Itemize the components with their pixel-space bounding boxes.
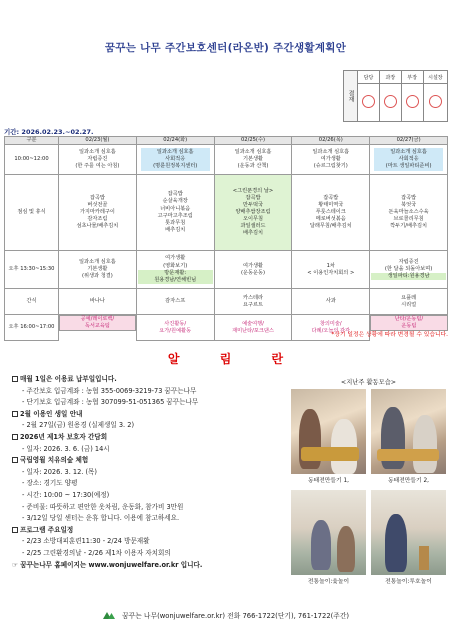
schedule-line: 사회적응	[398, 156, 419, 162]
photo-caption: 전통놀이:투호놀이	[385, 579, 432, 585]
approval-stamp	[423, 84, 447, 122]
footer	[0, 610, 451, 620]
seal-icon	[406, 95, 419, 108]
notice-text: - 2/25 그린환경의날 - 2/26 제1차 이용자 자치회의	[22, 548, 171, 557]
schedule-line: 일과소개 심호흡	[312, 148, 350, 155]
schedule-line: 카스테라	[242, 294, 264, 301]
schedule-line: 푸룻스테이크	[315, 209, 346, 215]
schedule-cell	[136, 145, 214, 175]
notice-text: - 2/23 소방대피훈련11:30 - 2/24 방문재활	[22, 537, 150, 546]
schedule-line: 양배추쌈장조림	[235, 209, 271, 215]
schedule-row	[5, 175, 448, 251]
schedule-header: 02/26(목)	[292, 137, 370, 145]
schedule-line: 깍두기/배추김치	[390, 223, 427, 230]
period: 기간: 2026.02.23.~02.27.	[4, 128, 94, 136]
schedule-line: 창의미술/	[319, 320, 342, 327]
schedule-line: 과일샐러드	[240, 223, 266, 230]
schedule-line: 일과소개 심호흡	[390, 148, 427, 155]
checkbox-square-icon	[12, 434, 18, 440]
schedule-row	[5, 145, 448, 175]
schedule-line: 원용경남/연해빈님	[138, 277, 213, 284]
approval-header: 담당	[358, 71, 380, 84]
notice-text: - 주간보호 입금계좌 : 농협 355-0069-3219-73 꿈꾸는나무	[22, 386, 197, 395]
photo-caption: 동태전만들기 2,	[388, 478, 429, 484]
notice-text: - 2월 27일(금) 원용경 (실제생일 3. 2)	[22, 421, 135, 430]
schedule-line: 브로콜리무침	[393, 216, 424, 223]
schedule-cell	[59, 145, 137, 175]
schedule-line: 잡곡밥	[245, 194, 261, 201]
schedule-header: 구분	[5, 137, 59, 145]
schedule-note: *상기 일정은 상황에 따라 변경될 수 있습니다.	[331, 332, 448, 338]
checkbox-square-icon	[12, 457, 18, 463]
schedule-line: 자립증진	[87, 156, 108, 162]
photo-section	[291, 377, 446, 589]
schedule-cell	[214, 175, 292, 251]
checkbox-square-icon	[12, 376, 18, 382]
schedule-line: 여가생활	[320, 156, 341, 162]
schedule-line: 만두떡국	[242, 201, 264, 208]
schedule-cell	[292, 251, 370, 289]
activity-photo	[291, 389, 366, 474]
photo-caption: 동태전만들기 1,	[308, 478, 349, 484]
notice-heading	[12, 525, 292, 537]
schedule-line: 운동팀	[401, 323, 417, 330]
notice-item	[12, 513, 292, 525]
notice-heading	[12, 374, 292, 386]
schedule-line: 사진활동/	[164, 320, 187, 327]
schedule-line: 재미난타/포크댄스	[232, 327, 274, 334]
approval-stamp	[401, 84, 423, 122]
schedule-header: 02/24(화)	[136, 137, 214, 145]
schedule-cell	[214, 251, 292, 289]
notice-text: 매월 1일은 이용료 납부일입니다.	[20, 375, 117, 383]
activity-photo	[371, 389, 446, 474]
notice-item	[12, 548, 292, 560]
schedule-line: (슈르그림찾기)	[313, 163, 348, 170]
page-title: 꿈꾸는 나무 주간보호센터(라온반) 주간생활계획안	[104, 42, 347, 54]
schedule-line: (영화보기)	[163, 262, 188, 269]
schedule-line: 배추김치	[165, 226, 186, 233]
activity-photo	[371, 490, 446, 575]
schedule-line: 북엇국	[401, 201, 417, 208]
schedule-cell	[214, 145, 292, 175]
schedule-line: 사회적응	[165, 156, 186, 162]
notice-list	[12, 374, 292, 571]
schedule-header: 02/23(월)	[59, 137, 137, 145]
schedule-line: 사과	[325, 298, 336, 304]
schedule-cell	[59, 289, 137, 315]
schedule-line: <그린푼경의 날>	[232, 187, 274, 194]
schedule-line: 잡곡밥	[89, 194, 105, 201]
schedule-line: 황태미역국	[318, 201, 344, 208]
schedule-table	[4, 136, 448, 341]
schedule-cell	[370, 289, 448, 315]
schedule-line: 시리얼	[401, 301, 417, 308]
approval-stamp	[358, 84, 380, 122]
schedule-line: 일과소개 심호흡	[79, 148, 116, 155]
notice-text: - 일자: 2026. 3. 6. (금) 14시	[22, 444, 110, 453]
schedule-line: 요플레	[401, 294, 417, 301]
schedule-line: 생일파티:원용경남	[371, 273, 446, 280]
schedule-line: (운동운동)	[240, 269, 266, 276]
schedule-line: 순살육개장	[162, 198, 188, 205]
schedule-line: 너비아니볶음	[160, 205, 191, 212]
schedule-line: 버섯전골	[87, 201, 108, 208]
notice-text: - 단기보호 입금계좌 : 농협 307099-51-051365 꿈꾸는나무	[22, 398, 199, 407]
schedule-cell	[136, 289, 214, 315]
schedule-line: 잡곡밥	[401, 194, 417, 201]
notice-item	[12, 386, 292, 398]
time-slot-label: 10:00~12:00	[5, 145, 59, 175]
notice-item	[12, 536, 292, 548]
schedule-line: 기본생활	[242, 156, 264, 162]
time-slot-label: 간식	[5, 289, 59, 315]
notice-heading	[12, 409, 292, 421]
time-slot-label: 점심 및 휴식	[5, 175, 59, 251]
schedule-line: 자립증진	[398, 258, 419, 265]
approval-stamp	[379, 84, 401, 122]
schedule-line: 예술여행/	[242, 320, 264, 327]
approval-box	[343, 70, 448, 122]
schedule-line: 여가생활	[242, 262, 264, 269]
notice-text: 국립영월 치유의숲 체험	[20, 456, 89, 465]
schedule-line: 돈육마늘소스수육	[388, 209, 429, 215]
approval-header: 과장	[379, 71, 401, 84]
schedule-line: 방문재활:	[138, 270, 213, 277]
schedule-line: 고구마고추조림	[157, 212, 193, 219]
notice-title: 알 림 란	[167, 352, 302, 366]
schedule-line: (위생과 청결)	[82, 273, 113, 280]
schedule-line: 다례/오늘의 감각	[311, 327, 351, 334]
schedule-line: 일과소개 심호흡	[79, 258, 116, 265]
notice-text: - 준비물: 따뜻하고 편안한 옷차림, 운동화, 참가비 3만원	[22, 502, 184, 511]
schedule-line: 난타/운동팀/	[394, 316, 424, 323]
schedule-line: 가지마카레구이	[79, 209, 115, 215]
schedule-line: (운동과 산책)	[237, 163, 269, 170]
seal-icon	[429, 95, 442, 108]
tree-logo-icon	[102, 610, 116, 620]
notice-text: - 시간: 10:00 ~ 17:30(예정)	[22, 490, 110, 499]
schedule-line: 바나나	[89, 298, 105, 304]
schedule-line: (명륜원정복지센터)	[153, 163, 198, 170]
notice-item	[12, 560, 292, 572]
schedule-row	[5, 251, 448, 289]
approval-header: 부장	[401, 71, 423, 84]
schedule-header: 02/25(수)	[214, 137, 292, 145]
checkbox-square-icon	[12, 411, 18, 417]
time-slot-label: 오후 16:00~17:00	[5, 315, 59, 341]
schedule-line: 달래무침/배추김치	[309, 223, 352, 230]
notice-text: - 일자: 2026. 3. 12. (목)	[22, 467, 97, 476]
notice-heading	[12, 432, 292, 444]
schedule-line: (마트 생일파티준비)	[385, 163, 432, 170]
checkbox-square-icon	[12, 527, 18, 533]
schedule-cell	[59, 175, 137, 251]
notice-text: - 3/12일 당일 센터는 운휴 합니다. 이용에 참고하세요.	[22, 514, 180, 523]
schedule-line: 요가/원예활동	[159, 327, 192, 334]
notice-text: 프로그램 주요일정	[20, 525, 74, 534]
schedule-header: 02/27(금)	[370, 137, 448, 145]
photo-title: <지난주 활동모습>	[340, 379, 397, 386]
schedule-cell	[136, 251, 214, 289]
notice-item	[12, 397, 292, 409]
schedule-line: 배추김치	[242, 230, 264, 237]
schedule-line: 잡곡밥	[167, 191, 183, 198]
footer-text: 꿈꾸는 나무(wonjuwelfare.or.kr) 전화 766-1722(단기), 761-1722(주간)	[122, 612, 350, 620]
schedule-cell	[59, 251, 137, 289]
approval-label: 결재	[344, 71, 358, 122]
schedule-line: 메로버섯볶음	[315, 216, 346, 223]
schedule-line: 공예/레이로백/	[80, 316, 115, 323]
schedule-cell	[292, 145, 370, 175]
schedule-cell	[370, 251, 448, 289]
schedule-line: 독서교육팀	[84, 323, 110, 330]
schedule-row	[5, 289, 448, 315]
photo-caption: 전통놀이:윷놀이	[307, 579, 350, 585]
schedule-line: 섬초나물/배추김치	[76, 223, 119, 230]
schedule-line: 감자스프	[165, 298, 186, 304]
schedule-line: 일과소개 심호흡	[234, 148, 272, 155]
schedule-line: 잡곡밥	[323, 194, 339, 201]
seal-icon	[362, 95, 375, 108]
notice-text: 2026년 제1차 보호자 간담회	[20, 432, 108, 441]
notice-item	[12, 490, 292, 502]
approval-header: 시설장	[423, 71, 447, 84]
schedule-line: 감자조림	[87, 216, 108, 223]
schedule-line: 일과소개 심호흡	[156, 148, 194, 155]
notice-text: - 장소: 경기도 양평	[22, 479, 78, 488]
notice-text: ☞ 꿈꾸는나무 홈페이지는 www.wonjuwelfare.or.kr 입니다.	[12, 560, 203, 569]
schedule-line: (한 달을 되돌아보며)	[384, 266, 433, 272]
notice-item	[12, 467, 292, 479]
schedule-line: < 이용인자치회의 >	[307, 269, 355, 276]
notice-text: 2월 이용인 생일 안내	[20, 409, 83, 418]
notice-item	[12, 444, 292, 456]
schedule-line: 요구르트	[242, 301, 264, 308]
time-slot-label: 오후 13:30~15:30	[5, 251, 59, 289]
schedule-cell	[292, 175, 370, 251]
notice-heading	[12, 455, 292, 467]
notice-item	[12, 502, 292, 514]
schedule-line: 오이무침	[242, 216, 264, 223]
activity-photo	[291, 490, 366, 575]
schedule-cell	[292, 289, 370, 315]
notice-item	[12, 420, 292, 432]
notice-item	[12, 478, 292, 490]
seal-icon	[384, 95, 397, 108]
schedule-line: 기본생활	[87, 266, 108, 272]
schedule-line: 톳과무침	[165, 219, 186, 226]
schedule-cell	[370, 145, 448, 175]
schedule-line: 여가생활	[165, 255, 186, 262]
schedule-line: (한 주를 여는 아침)	[75, 163, 120, 170]
schedule-line: 1차	[326, 262, 335, 269]
schedule-cell	[214, 289, 292, 315]
schedule-cell	[370, 175, 448, 251]
schedule-cell	[136, 175, 214, 251]
